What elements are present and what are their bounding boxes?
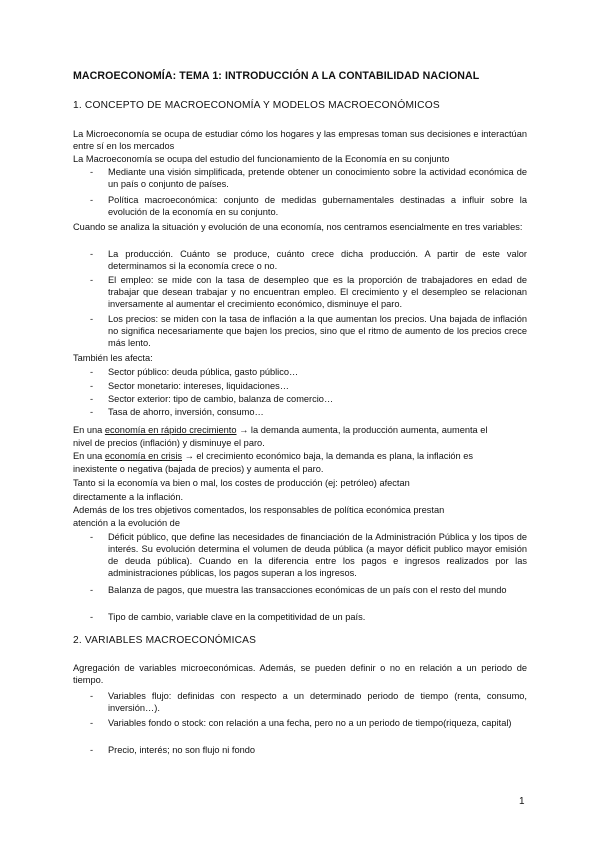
list-item-text: Sector exterior: tipo de cambio, balanza de comercio… [108, 394, 334, 404]
bullet-mark: - [90, 249, 94, 259]
list-item-text: Sector monetario: intereses, liquidaciones… [108, 381, 289, 391]
bullet-mark: - [90, 381, 94, 391]
document-title: MACROECONOMÍA: TEMA 1: INTRODUCCIÓN A LA CONTABILIDAD NACIONAL [73, 70, 480, 82]
bullet-mark: - [90, 394, 94, 404]
list-item-text: Precio, interés; no son flujo ni fondo [108, 745, 256, 755]
crisis-term: economía en crisis [104, 451, 183, 461]
list-item-text: Variables flujo: definidas con respecto a un determinado periodo de tiempo (renta, consumo, inversión…). [108, 691, 527, 713]
bullet-mark: - [90, 532, 94, 542]
growth-line-1 [73, 424, 487, 436]
bullet-mark: - [90, 275, 94, 285]
bullet-mark: - [90, 691, 94, 701]
bullet-mark: - [90, 314, 94, 324]
analysis-intro: Cuando se analiza la situación y evolución de una economía, nos centramos esencialmente en tres variables: [73, 222, 523, 232]
section-1-heading: 1. CONCEPTO DE MACROECONOMÍA Y MODELOS MACROECONÓMICOS [73, 100, 440, 111]
list-item-text: Déficit público, que define las necesidades de financiación de la Administración Pública y los tipos de interés. Su evolución determina el volumen de deuda pública (a mayor déficit publico mayor emisión de deuda pública). Cuando en la diferencia entre los pagos e ingresos realizados por las administraciones públicas, los pagos superan a los ingresos. [108, 532, 527, 578]
micro-definition: La Microeconomía se ocupa de estudiar cómo los hogares y las empresas toman sus decisiones e interactúan entre sí en los mercados [73, 129, 527, 151]
bullet-mark: - [90, 585, 94, 595]
macro-definition: La Macroeconomía se ocupa del estudio del funcionamiento de la Economía en su conjunto [73, 154, 450, 164]
crisis-suffix: → el crecimiento económico baja, la demanda es plana, la inflación es [182, 451, 474, 461]
section-2-intro: Agregación de variables microeconómicas. Además, se pueden definir o no en relación a un periodo de tiempo. [73, 663, 527, 685]
crisis-line-1 [73, 450, 473, 462]
policy-line-2: atención a la evolución de [73, 518, 180, 528]
costs-line-2: directamente a la inflación. [73, 492, 184, 502]
crisis-prefix: En una [73, 451, 105, 461]
list-item-text: La producción. Cuánto se produce, cuánto crece dicha producción. A partir de este valor determinamos si la economía crece o no. [108, 249, 527, 271]
bullet-mark: - [90, 195, 94, 205]
list-item-text: Política macroeconómica: conjunto de medidas gubernamentales destinadas a influir sobre la evolución de la economía en su conjunto. [108, 195, 527, 217]
list-item-text: El empleo: se mide con la tasa de desempleo que es la proporción de trabajadores en edad de trabajar que desean trabajar y no encuentran empleo. El crecimiento y el desempleo se relacionan inversamente al aumentar el crecimiento económico, disminuye el paro. [108, 275, 527, 309]
section-2-heading: 2. VARIABLES MACROECONÓMICAS [73, 635, 257, 646]
policy-line-1: Además de los tres objetivos comentados, los responsables de política económica prestan [73, 505, 445, 515]
also-affects-label: También les afecta: [73, 353, 153, 363]
costs-line-1: Tanto si la economía va bien o mal, los costes de producción (ej: petróleo) afectan [73, 478, 410, 488]
list-item-text: Balanza de pagos, que muestra las transacciones económicas de un país con el resto del mundo [108, 585, 507, 595]
list-item-text: Mediante una visión simplificada, pretende obtener un conocimiento sobre la actividad económica de un país o conjunto de países. [108, 167, 527, 189]
list-item-text: Tasa de ahorro, inversión, consumo… [108, 407, 264, 417]
list-item-text: Los precios: se miden con la tasa de inflación a la que aumentan los precios. Una bajada de inflación no significa necesariamente que bajen los precios, sino que el ritmo de aumento de los precios crece más lento. [108, 314, 527, 348]
list-item-text: Tipo de cambio, variable clave en la competitividad de un país. [108, 612, 366, 622]
bullet-mark: - [90, 745, 94, 755]
crisis-line-2: inexistente o negativa (bajada de precios) y aumenta el paro. [73, 464, 324, 474]
bullet-mark: - [90, 367, 94, 377]
list-item-text: Sector público: deuda pública, gasto público… [108, 367, 299, 377]
bullet-mark: - [90, 612, 94, 622]
bullet-mark: - [90, 407, 94, 417]
list-item-text: Variables fondo o stock: con relación a una fecha, pero no a un periodo de tiempo(riqueza, capital) [108, 718, 512, 728]
growth-line-2: nivel de precios (inflación) y disminuye el paro. [73, 438, 265, 448]
page-number: 1 [519, 796, 525, 807]
growth-suffix: → la demanda aumenta, la producción aumenta, aumenta el [236, 425, 488, 435]
growth-prefix: En una [73, 425, 105, 435]
bullet-mark: - [90, 718, 94, 728]
growth-term: economía en rápido crecimiento [104, 425, 237, 435]
bullet-mark: - [90, 167, 94, 177]
